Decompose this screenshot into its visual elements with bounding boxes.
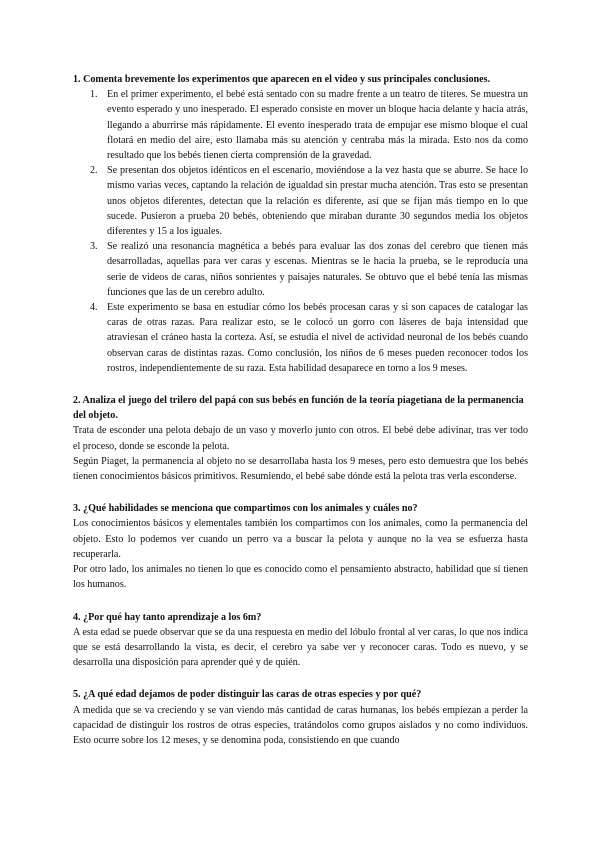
document-body xyxy=(73,72,528,748)
list-item xyxy=(73,163,528,239)
question-4-section xyxy=(73,610,528,671)
section-spacer xyxy=(73,376,528,393)
list-item-number: 3. xyxy=(90,241,98,253)
answer-paragraph: Trata de esconder una pelota debajo de un vaso y moverlo junto con otros. El bebé debe adivinar, tras ver todo el proceso, donde se esconde la pelota. xyxy=(73,425,528,452)
list-item-text: En el primer experimento, el bebé está sentado con su madre frente a un teatro de títeres. Se muestra un evento esperado y uno inesperado. El esperado consiste en mover un bloque hacia delante y hacia atrás, llegando a aburrirse más rápidamente. El evento inesperado trata de empujar ese mismo bloque el cual flotará en medio del aire, esto llamaba más su atención y centraba más la mirada. Esto nos da como resultado que los bebés tienen cierta comprensión de la gravedad. xyxy=(107,89,528,162)
section-spacer xyxy=(73,593,528,610)
question-1-section xyxy=(73,72,528,376)
list-item-number: 1. xyxy=(90,89,98,101)
question-4-heading: 4. ¿Por qué hay tanto aprendizaje a los 6m? xyxy=(73,611,262,623)
question-5-heading: 5. ¿A qué edad dejamos de poder distinguir las caras de otras especies y por qué? xyxy=(73,689,422,701)
question-5-section xyxy=(73,687,528,748)
question-2-heading: 2. Analiza el juego del trilero del papá con sus bebés en función de la teoría piagetiana de la permanencia del objeto. xyxy=(73,395,524,422)
section-spacer xyxy=(73,670,528,687)
list-item-text: Se presentan dos objetos idénticos en el escenario, moviéndose a la vez hasta que se aburre. Se hace lo mismo varias veces, captando la relación de igualdad sin prestar mucha atención. Tras esto se presentan unos objetos diferentes, detectan que la relación es diferente, así que se fijan más tiempo en lo que sucede. Pusieron a prueba 20 bebés, obteniendo que miraban durante 30 segundos media los objetos diferentes y 15 a los iguales. xyxy=(107,165,528,238)
section-spacer xyxy=(73,484,528,501)
question-3-section xyxy=(73,501,528,592)
list-item xyxy=(73,239,528,300)
answer-paragraph: A esta edad se puede observar que se da una respuesta en medio del lóbulo frontal al ver caras, lo que nos indica que se está desarrollando la vista, es decir, el cerebro ya sabe ver y reconocer caras. Todo es nuevo, y se desarrolla una disposición para aprender qué y de quién. xyxy=(73,626,528,669)
list-item xyxy=(73,87,528,163)
answer-paragraph: Los conocimientos básicos y elementales también los compartimos con los animales, como la permanencia del objeto. Esto lo podemos ver cuando un perro va a buscar la pelota y aunque no la vea se esfuerza hasta recuperarla. xyxy=(73,518,528,560)
list-item-text: Se realizó una resonancia magnética a bebés para evaluar las dos zonas del cerebro que tienen más desarrolladas, aquellas para ver caras y escenas. Mientras se le hacía la prueba, se le reproducía una serie de videos de caras, niños sonrientes y paisajes naturales. Se obtuvo que el bebé tenía las mismas funciones que las de un cerebro adulto. xyxy=(107,241,528,298)
question-3-heading: 3. ¿Qué habilidades se menciona que compartimos con los animales y cuáles no? xyxy=(73,503,418,515)
answer-paragraph: A medida que se va creciendo y se van viendo más cantidad de caras humanas, los bebés empiezan a perder la capacidad de distinguir los rostros de otras especies, tratándolos como grupos aislados y no como individuos. Esto ocurre sobre los 12 meses, y se denomina poda, consistiendo en que cuando xyxy=(73,704,528,746)
answer-paragraph: Según Piaget, la permanencia al objeto no se desarrollaba hasta los 9 meses, pero esto demuestra que los bebés tienen conocimientos básicos primitivos. Resumiendo, el bebé sabe dónde está la pelota tras verla esconderse. xyxy=(73,455,528,483)
list-item-text: Este experimento se basa en estudiar cómo los bebés procesan caras y si son capaces de catalogar las caras de otras razas. Para realizar esto, se le colocó un gorro con láseres de baja intensidad que atraviesan el cráneo hasta la corteza. Así, se estudia el nivel de actividad neuronal de los bebés cuando observan caras de distintas razas. Como conclusión, los niños de 6 meses pueden reconocer todos los rostros, independientemente de su raza. Esta habilidad desaparece en torno a los 9 meses. xyxy=(107,302,528,374)
answer-paragraph: Por otro lado, los animales no tienen lo que es conocido como el pensamiento abstracto, habilidad que sí tienen los humanos. xyxy=(73,564,528,591)
question-1-heading: 1. Comenta brevemente los experimentos que aparecen en el video y sus principales conclusiones. xyxy=(73,74,491,85)
list-item xyxy=(73,300,528,376)
list-item-number: 4. xyxy=(90,302,98,314)
experiments-list xyxy=(73,87,528,376)
question-2-section xyxy=(73,393,528,484)
list-item-number: 2. xyxy=(90,165,98,177)
